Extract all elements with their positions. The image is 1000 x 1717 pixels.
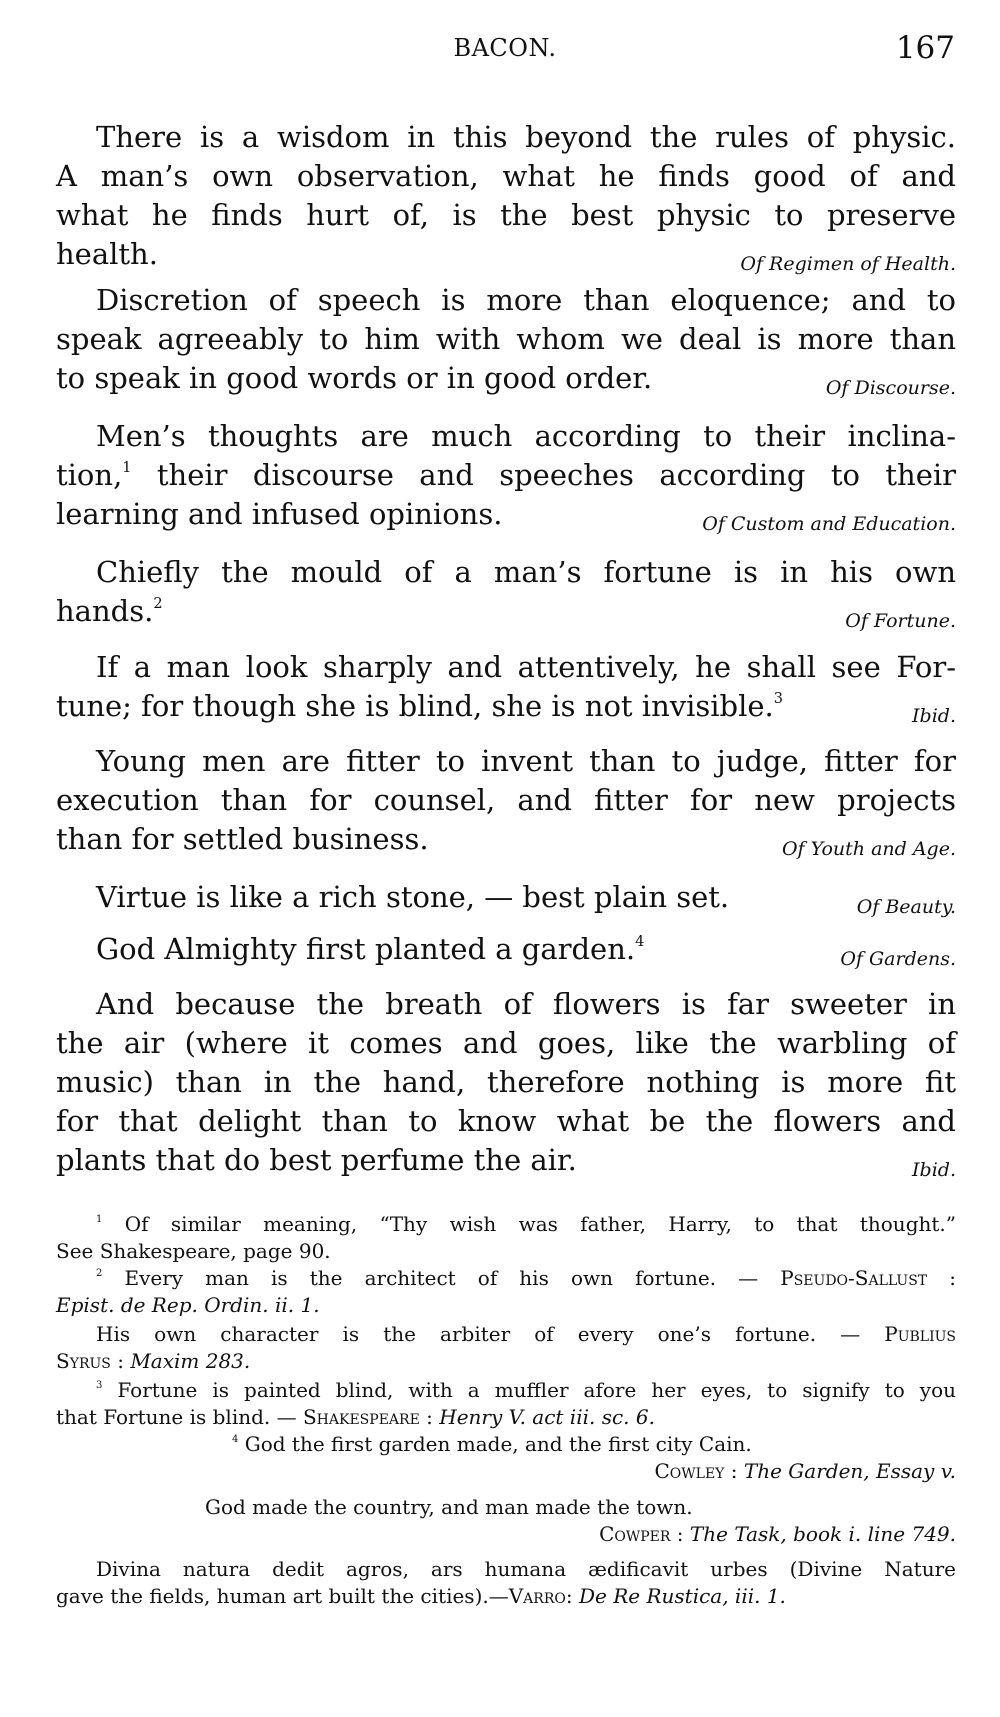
footnote-ref[interactable]: 1	[122, 459, 132, 476]
quote-line: Young men are fitter to invent than to judge, fitter for	[96, 744, 956, 778]
footnote-number: 2	[96, 1268, 103, 1279]
running-header-title: BACON.	[453, 34, 557, 62]
footnote-work: The Garden, Essay v.	[743, 1459, 956, 1483]
quote-line: the air (where it comes and goes, like the warbling of	[56, 1026, 956, 1060]
quote-text: their discourse and speeches according to their	[131, 458, 956, 492]
footnote-author: Publius	[884, 1322, 956, 1346]
quote-source: Ibid.	[912, 705, 956, 727]
quote-source: Of Custom and Education.	[702, 513, 956, 535]
footnote-text: gave the fields, human art built the cities).—	[56, 1584, 509, 1608]
footnote-ref[interactable]: 2	[153, 595, 163, 612]
footnote-work: De Re Rustica, iii. 1.	[578, 1584, 786, 1608]
footnote-number: 4	[232, 1434, 239, 1445]
footnote-separator: :	[565, 1584, 579, 1608]
footnote-number: 1	[96, 1214, 103, 1225]
footnote-author: Shakespeare	[302, 1405, 420, 1429]
footnote-line: See Shakespeare, page 90.	[56, 1239, 331, 1263]
quote-line	[56, 456, 956, 495]
footnote-text: God the first garden made, and the first city Cain.	[244, 1432, 752, 1456]
quote-line: learning and infused opinions.	[56, 497, 503, 531]
footnote-author: Cowley	[654, 1459, 725, 1483]
footnote-work: Epist. de Rep. Ordin. ii. 1.	[56, 1293, 320, 1317]
quote-line: to speak in good words or in good order.	[56, 361, 653, 395]
footnote-text: Of similar meaning, “Thy wish was father, Harry, to that thought.”	[124, 1212, 956, 1236]
footnote-line: Divina natura dedit agros, ars humana ædificavit urbes (Divine Nature	[96, 1557, 956, 1581]
footnote-ref[interactable]: 4	[635, 933, 645, 950]
quote-line: plants that do best perfume the air.	[56, 1143, 577, 1177]
quote-line: If a man look sharply and attentively, he shall see For-	[96, 650, 956, 684]
footnote-separator: :	[670, 1522, 690, 1546]
quote-line: what he finds hurt of, is the best physic to preserve	[56, 198, 956, 232]
footnote-line	[56, 1584, 956, 1608]
footnote-text: Fortune is painted blind, with a muffler afore her eyes, to signify to you	[117, 1378, 956, 1402]
footnote-separator: :	[724, 1459, 744, 1483]
footnote-line	[96, 1322, 956, 1346]
footnote-attribution	[599, 1522, 956, 1546]
quote-source: Of Regimen of Health.	[740, 253, 956, 275]
footnote-work: Henry V. act iii. sc. 6.	[439, 1405, 655, 1429]
footnote-text: His own character is the arbiter of every one’s fortune. —	[96, 1322, 885, 1346]
footnote-line	[96, 1266, 956, 1290]
quote-line: There is a wisdom in this beyond the rules of physic.	[96, 120, 956, 154]
footnote-work: The Task, book i. line 749.	[689, 1522, 956, 1546]
quote-line	[56, 687, 956, 726]
footnote-author: Syrus	[56, 1349, 111, 1373]
quote-line: for that delight than to know what be the flowers and	[56, 1104, 956, 1138]
quote-text: tion,	[56, 458, 123, 492]
footnote-line	[232, 1432, 752, 1456]
page-number: 167	[895, 30, 955, 66]
footnote-number: 3	[96, 1380, 103, 1391]
footnote-line	[96, 1212, 956, 1236]
quote-line: And because the breath of flowers is far sweeter in	[96, 987, 956, 1021]
footnote-attribution	[655, 1459, 957, 1483]
quote-source: Of Fortune.	[845, 610, 956, 632]
footnote-text: that Fortune is blind. —	[56, 1405, 303, 1429]
quote-text: God Almighty first planted a garden.	[96, 932, 636, 966]
quote-line: A man’s own observation, what he finds good of and	[56, 159, 956, 193]
quote-line: speak agreeably to him with whom we deal is more than	[56, 322, 956, 356]
quote-source: Of Gardens.	[840, 948, 956, 970]
footnote-separator: :	[110, 1349, 131, 1373]
quote-line: Chiefly the mould of a man’s fortune is in his own	[96, 555, 956, 589]
footnote-work: Maxim 283.	[130, 1349, 251, 1373]
quote-text: tune; for though she is blind, she is not invisible.	[56, 689, 774, 723]
quote-line: execution than for counsel, and fitter for new projects	[56, 783, 956, 817]
footnote-author: Varro	[508, 1584, 566, 1608]
quote-source: Of Beauty.	[856, 896, 956, 918]
quote-line: Men’s thoughts are much according to their inclina-	[96, 419, 956, 453]
quote-line	[56, 592, 956, 631]
quote-source: Of Discourse.	[825, 377, 956, 399]
quote-source: Ibid.	[912, 1159, 956, 1181]
quote-text: hands.	[56, 594, 154, 628]
footnote-line	[56, 1349, 956, 1373]
footnote-line: God made the country, and man made the town.	[205, 1495, 693, 1519]
footnote-ref[interactable]: 3	[773, 690, 784, 707]
quote-line	[96, 930, 956, 969]
footnote-line	[96, 1378, 956, 1402]
footnote-author: Pseudo-Sallust	[780, 1266, 928, 1290]
footnote-separator: :	[927, 1266, 956, 1290]
quote-line: than for settled business.	[56, 822, 429, 856]
footnote-line	[56, 1405, 956, 1429]
quote-source: Of Youth and Age.	[781, 838, 956, 860]
quote-line: music) than in the hand, therefore nothing is more fit	[56, 1065, 956, 1099]
quote-line: Virtue is like a rich stone, — best plain set.	[96, 880, 730, 914]
footnote-author: Cowper	[599, 1522, 671, 1546]
footnote-separator: :	[419, 1405, 440, 1429]
quote-line: health.	[56, 237, 158, 271]
quote-line: Discretion of speech is more than eloquence; and to	[96, 283, 956, 317]
footnote-text: Every man is the architect of his own fortune. —	[124, 1266, 781, 1290]
